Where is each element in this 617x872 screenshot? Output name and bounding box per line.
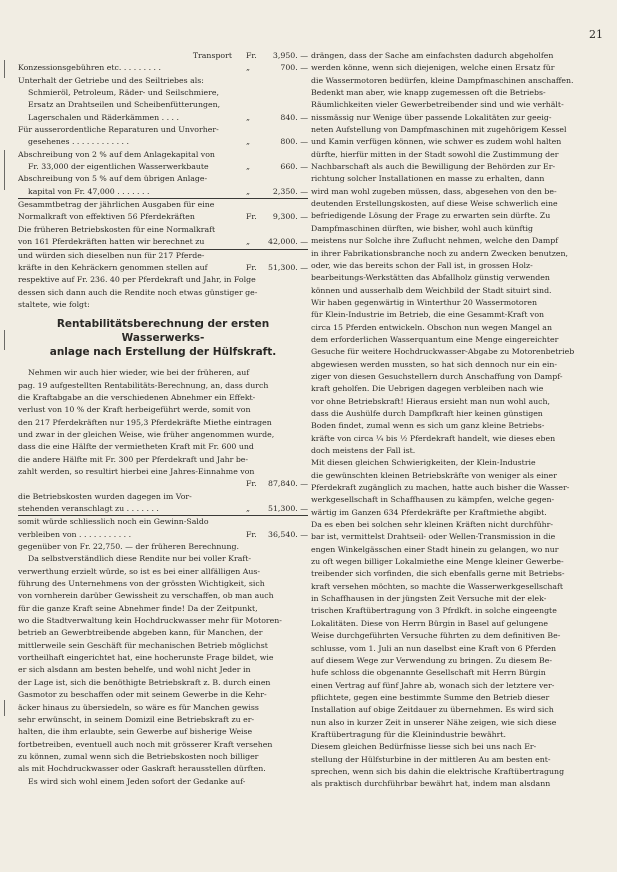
text-line: abgewiesen werden mussten, so hat sich dennoch nur ein ein- [311, 359, 558, 369]
text-line: äcker hinaus zu übersiedeln, so wäre es für Manchen gewiss [18, 702, 259, 712]
text-line: bar ist, vermittelst Drahtseil- oder Wellen-Transmission in die [311, 532, 556, 542]
text-line: fortbetreiben, eventuell auch noch mit grösserer Kraft versehen [18, 739, 273, 749]
text-line: zu oft wegen billiger Lokalmiethe eine Menge kleiner Gewerbe- [311, 557, 564, 567]
text-line: oder, wie das bereits schon der Fall ist, in grossen Holz- [311, 260, 533, 270]
section-heading: Rentabilitätsberechnung der ersten Wasserwerks- [56, 318, 270, 345]
text-line: den 217 Pferdekräften nur 195,3 Pferdekräfte Miethe eintragen [18, 417, 272, 427]
text-line: Dampfmaschinen dürften, wie bisher, wohl auch künftig [311, 223, 533, 233]
text-line: einen Vertrag auf fünf Jahre ab, wonach sich der letztere ver- [311, 680, 555, 690]
ledger-currency: Fr. [246, 479, 257, 489]
ledger-currency: „ [246, 186, 251, 196]
text-line: zahlt werden, so resultirt hierbei eine Jahres-Einnahme von [18, 466, 255, 476]
ledger-label: gesehenes . . . . . . . . . . . . [28, 137, 129, 147]
ledger-amount: 800. — [280, 137, 308, 147]
ledger-amount: 51,300. — [268, 504, 309, 513]
ledger-row [18, 50, 308, 62]
ledger-currency: Fr. [246, 212, 257, 222]
ledger-label: von 161 Pferdekräften hatten wir berechnet zu [18, 237, 205, 247]
text-line: kraft versehen möchten, so machte die Wasserwerkgesellschaft [311, 581, 564, 591]
text-line: Da selbstverständlich diese Rendite nur bei voller Kraft- [28, 554, 252, 564]
ledger-amount: 3,950. — [272, 51, 308, 60]
section-heading: anlage nach Erstellung der Hülfskraft. [49, 346, 277, 359]
ledger-label: Transport [192, 51, 232, 60]
ledger-currency: „ [246, 63, 251, 73]
text-line: werden könne, wenn sich diejenigen, welche einen Ersatz für [311, 63, 555, 73]
ledger-currency: „ [246, 237, 251, 247]
text-line: Abschreibung von 2 % auf dem Anlagekapital von [18, 149, 215, 159]
text-line: Pferdekraft zugänglich zu machen, hatte auch bisher die Wasser- [311, 483, 570, 493]
margin-rule [4, 150, 5, 190]
text-line: er sich alsdann am besten behelfe, und wohl nicht Jeder in [18, 665, 251, 675]
text-line: Boden findet, zumal wenn es sich um ganz kleine Betriebs- [311, 421, 545, 431]
text-line: Unterhalt der Getriebe und des Seiltriebes als: [18, 75, 204, 85]
text-line: ziger von diesen Gesuchstellern durch Anschaffung von Dampf- [311, 371, 563, 381]
text-line: Wir haben gegenwärtig in Winterthur 20 Wassermotoren [311, 297, 537, 307]
ledger-amount: 51,300. — [268, 262, 309, 272]
text-line: befriedigende Lösung der Frage zu erwarten sein dürfte. Zu [311, 211, 551, 221]
text-line: pflichtete, gegen eine bestimmte Summe den Betrieb dieser [311, 692, 550, 702]
ledger-row [18, 236, 308, 249]
margin-rule [4, 700, 5, 716]
ledger-currency: Fr. [246, 51, 257, 60]
text-line: doch meistens der Fall ist. [311, 446, 416, 455]
ledger-amount: 36,540. — [268, 529, 309, 539]
text-line: drängen, dass der Sache am einfachsten dadurch abgeholfen [311, 51, 554, 60]
text-line: somit würde schliesslich noch ein Gewinn-Saldo [18, 517, 209, 527]
text-line: für die ganze Kraft seine Abnehmer finde! Da der Zeitpunkt, [18, 603, 258, 613]
text-line: können und ausserhalb dem Weichbild der Stadt situirt sind. [311, 285, 552, 295]
ledger-amount: 87,840. — [268, 479, 309, 489]
ledger-currency: „ [246, 137, 251, 147]
text-line: dessen sich dann auch die Rendite noch etwas günstiger ge- [18, 287, 258, 297]
text-line: und Kamin verfügen können, wie schwer es zudem wohl halten [311, 137, 562, 147]
text-line: Gasmotor zu beschaffen oder mit seinem Gewerbe in die Kehr- [18, 690, 267, 700]
text-line: wo die Stadtverwaltung kein Hochdruckwasser mehr für Motoren- [18, 616, 282, 626]
text-line: auf diesem Wege zur Verwendung zu bringen. Zu diesem Be- [311, 655, 553, 665]
text-line: stellung der Hülfsturbine in der mittleren Au am besten ent- [311, 754, 551, 764]
ledger-amount: 840. — [280, 112, 308, 122]
text-line: Kraftübertragung für die Kleinindustrie bewährt. [311, 729, 506, 739]
text-line: Bedenkt man aber, wie knapp zugemessen oft die Betriebs- [311, 88, 546, 98]
text-line: dem erforderlichen Wasserquantum eine Menge eingereichter [311, 334, 559, 344]
text-line: meistens nur Solche ihre Zuflucht nehmen, welche den Dampf [311, 236, 559, 246]
text-line: Weise durchgeführten Versuche führten zu dem definitiven Be- [311, 631, 561, 641]
text-line: der Lage ist, sich die benöthigte Betriebskraft z. B. durch einen [18, 677, 271, 687]
text-line: schlusse, vom 1. Juli an nun daselbst eine Kraft von 6 Pferden [311, 643, 557, 653]
text-line: mittlerweile sein Geschäft für mechanischen Betrieb möglichst [18, 640, 268, 650]
ledger-row [18, 262, 308, 274]
text-line: staltete, wie folgt: [18, 299, 90, 309]
text-line: Diesem gleichen Bedürfnisse liesse sich bei uns nach Er- [311, 742, 537, 752]
text-line: Lokalitäten. Diese von Herrn Bürgin in Basel auf gelungene [311, 618, 548, 628]
text-line: als praktisch durchführbar bewährt hat, indem man alsdann [311, 779, 551, 789]
left-text-column [18, 50, 308, 788]
page-number: 21 [589, 28, 603, 41]
ledger-row [18, 62, 308, 74]
ledger-amount: 660. — [280, 162, 308, 172]
text-line: in Schaffhausen in der jüngsten Zeit Versuche mit der elek- [311, 594, 547, 604]
text-line: für Klein-Industrie im Betrieb, die eine Gesammt-Kraft von [311, 310, 545, 320]
ledger-row [18, 112, 308, 124]
text-line: kraft geholfen. Die Uebrigen dagegen verbleiben nach wie [311, 384, 544, 394]
text-line: und zwar in der gleichen Weise, wie früher angenommen wurde, [18, 429, 275, 439]
ledger-row [18, 161, 308, 173]
ledger-label: verbleiben von . . . . . . . . . . . [18, 529, 132, 539]
ledger-label: Normalkraft von effektiven 56 Pferdekräften [18, 212, 195, 222]
ledger-row [18, 211, 308, 223]
ledger-currency: „ [246, 162, 251, 172]
text-line: Installation auf obige Zeitdauer zu übernehmen. Es wird sich [311, 705, 554, 715]
text-line: hufe schloss die obgenannte Gesellschaft mit Herrn Bürgin [311, 668, 546, 678]
text-line: Räumlichkeiten vieler Gewerbetreibender sind und wie verhält- [311, 100, 564, 110]
text-line: sprechen, wenn sich bis dahin die elektrische Kraftübertragung [311, 766, 565, 776]
ledger-label: stehenden veranschlagt zu . . . . . . . [18, 504, 159, 513]
right-text-column [311, 50, 598, 791]
margin-rule [4, 330, 5, 350]
ledger-label: Konzessionsgebühren etc. . . . . . . . . [18, 63, 161, 73]
text-line: wärtig im Ganzen 634 Pferdekräfte per Kraftmiethe abgibt. [311, 507, 547, 517]
text-line: von vornherein darüber Gewissheit zu verschaffen, ob man auch [18, 591, 274, 601]
text-line: verwerthung erzielt würde, so ist es bei einer allfälligen Aus- [18, 566, 261, 576]
text-line: Nachbarschaft als auch die Bewilligung der Behörden zur Er- [311, 162, 556, 172]
text-line: circa 15 Pferden entwickeln. Obschon nun wegen Mangel an [311, 322, 552, 332]
text-line: pag. 19 aufgestellten Rentabilitäts-Berechnung, an, dass durch [18, 380, 269, 390]
ledger-currency: Fr. [246, 529, 257, 539]
text-line: gegenüber von Fr. 22,750. — der früheren Berechnung. [18, 542, 239, 552]
text-line: führung des Unternehmens von der grössten Wichtigkeit, sich [18, 579, 265, 589]
text-line: in ihrer Fabrikationsbranche noch zu andern Zwecken benutzen, [311, 248, 568, 258]
ledger-label: Fr. 33,000 der eigentlichen Wasserwerkbaute [28, 162, 209, 172]
text-line: betrieb an Gewerbtreibende abgeben kann, für Manchen, der [18, 628, 263, 638]
ledger-currency: Fr. [246, 262, 257, 272]
text-line: deutenden Erstellungskosten, auf diese Weise schwerlich eine [311, 199, 558, 209]
ledger-label: kapital von Fr. 47,000 . . . . . . . [28, 186, 150, 196]
ledger-amount: 700. — [280, 63, 308, 73]
ledger-label [18, 478, 246, 490]
text-line: dürfte, hierfür mitten in der Stadt sowohl die Zustimmung der [311, 149, 559, 159]
ledger-amount: 42,000. — [268, 237, 309, 247]
text-line: kräfte von circa ¼ bis ½ Pferdekraft handelt, wie dieses eben [311, 433, 556, 443]
text-line: engen Winkelgässchen einer Stadt hinein zu gelangen, wo nur [311, 544, 559, 554]
ledger-amount: 2,350. — [272, 186, 308, 196]
text-line: nun also in kurzer Zeit in unserer Nähe zeigen, wie sich diese [311, 717, 557, 727]
text-line: neten Aufstellung von Dampfmaschinen mit zugehörigem Kessel [311, 125, 567, 135]
text-line: vortheilhaft eingerichtet hat, eine hocherunste Frage bildet, wie [18, 653, 274, 663]
text-line: Nehmen wir auch hier wieder, wie bei der früheren, auf [28, 368, 250, 378]
text-line: als mit Hochdruckwasser oder Gaskraft herausstellen dürften. [18, 764, 266, 774]
ledger-row [18, 503, 308, 516]
ledger-currency: „ [246, 112, 251, 122]
text-line: Für ausserordentliche Reparaturen und Unvorher- [18, 125, 219, 135]
text-line: werkgesellschaft in Schaffhausen zu kämpfen, welche gegen- [311, 495, 555, 505]
text-line: respektive auf Fr. 236. 40 per Pferdekraft und Jahr, in Folge [18, 275, 256, 285]
text-line: Da es eben bei solchen sehr kleinen Kräften nicht durchführ- [311, 520, 554, 530]
text-line: halten, die ihm erlaubte, sein Gewerbe auf bisherige Weise [18, 727, 253, 737]
text-line: trischen Kraftübertragung von 3 Pfrdkft. in solche eingeengte [311, 606, 557, 616]
text-line: zu können, zumal wenn sich die Betriebskosten noch billiger [18, 751, 259, 761]
text-line: wird man wohl zugeben müssen, dass, abgesehen von den be- [311, 186, 557, 196]
ledger-label: Lagerschalen und Räderkämmen . . . . [28, 112, 179, 122]
ledger-row [18, 478, 308, 490]
text-line: sehr erwünscht, in seinem Domizil eine Betriebskraft zu er- [18, 714, 255, 724]
text-line: verlust von 10 % der Kraft herbeigeführt werde, somit von [18, 405, 251, 415]
text-line: Gesammtbetrag der jährlichen Ausgaben für eine [18, 200, 215, 210]
text-line: die Betriebskosten wurden dagegen im Vor- [18, 491, 192, 501]
text-line: bearbeitungs-Werkstätten das Abfallholz günstig verwenden [311, 273, 550, 283]
text-line: Ersatz an Drahtseilen und Scheibenfütterungen, [28, 100, 221, 110]
ledger-row [18, 136, 308, 148]
text-line: vor ohne Betriebskraft! Hieraus ersieht man nun wohl auch, [311, 396, 551, 406]
ledger-row [18, 186, 308, 199]
text-line: Schmieröl, Petroleum, Räder- und Seilschmiere, [28, 88, 219, 98]
text-line: die Wassermotoren bedürfen, kleine Dampfmaschinen anschaffen. [311, 75, 574, 85]
text-line: Abschreibung von 5 % auf dem übrigen Anlage- [18, 174, 208, 184]
ledger-label: kräfte in den Kehräckern genommen stellen auf [18, 262, 208, 272]
ledger-currency: „ [246, 504, 251, 513]
text-line: Gesuche für weitere Hochdruckwasser-Abgabe zu Motorenbetrieb [311, 347, 575, 357]
text-line: die Kraftabgabe an die verschiedenen Abnehmer ein Effekt- [18, 392, 256, 402]
text-line: dass die eine Hälfte der vermietheten Kraft mit Fr. 600 und [18, 442, 254, 452]
ledger-row [18, 529, 308, 541]
text-line: Die früheren Betriebskosten für eine Normalkraft [18, 224, 216, 234]
text-line: Es wird sich wohl einem Jeden sofort der Gedanke auf- [28, 776, 246, 786]
ledger-amount: 9,300. — [272, 212, 308, 222]
text-line: dass die Aushülfe durch Dampfkraft hier keinen günstigen [311, 408, 543, 418]
margin-rule [4, 60, 5, 78]
text-line: die andere Hälfte mit Fr. 300 per Pferdekraft und Jahr be- [18, 454, 249, 464]
text-line: und würden sich dieselben nun für 217 Pferde- [18, 250, 205, 260]
text-line: Mit diesen gleichen Schwierigkeiten, der Klein-Industrie [311, 458, 536, 468]
text-line: treibender sich vorfinden, die sich ebenfalls gerne mit Betriebs- [311, 569, 565, 579]
text-line: die gewünschten kleinen Betriebskräfte von weniger als einer [311, 470, 557, 480]
text-line: richtung solcher Installationen en masse zu erhalten, dann [311, 174, 545, 184]
text-line: nissmässig nur Wenige über passende Lokalitäten zur geeig- [311, 112, 552, 122]
